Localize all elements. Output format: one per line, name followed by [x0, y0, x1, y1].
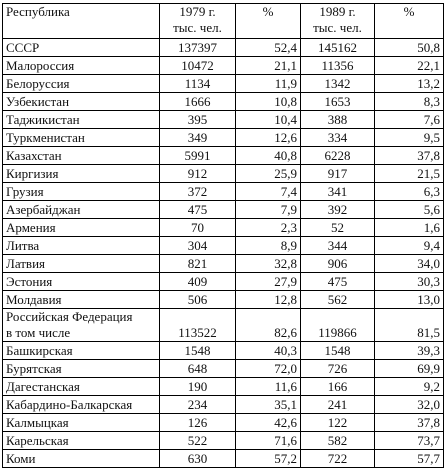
table-row [3, 165, 444, 183]
cell-1989: 145162 [301, 39, 375, 57]
cell-pct-1989: 8,3 [375, 93, 444, 111]
cell-pct-1979: 8,9 [236, 237, 301, 255]
cell-1979: 5991 [160, 147, 236, 165]
cell-1979: 70 [160, 219, 236, 237]
cell-pct-1989: 13,0 [375, 291, 444, 309]
table-row [3, 129, 444, 147]
cell-pct-1979: 25,9 [236, 165, 301, 183]
cell-name: Таджикистан [3, 111, 160, 129]
cell-1979: 395 [160, 111, 236, 129]
cell-pct-1989: 30,3 [375, 273, 444, 291]
cell-name: Латвия [3, 255, 160, 273]
cell-name: Дагестанская [3, 378, 160, 396]
cell-1979: 304 [160, 237, 236, 255]
cell-1989: 906 [301, 255, 375, 273]
cell-pct-1989: 7,6 [375, 111, 444, 129]
rsfsr-note: в том числе [6, 325, 71, 340]
cell-1989: 1653 [301, 93, 375, 111]
cell-pct-1979: 40,8 [236, 147, 301, 165]
cell-name: Литва [3, 237, 160, 255]
header-1989-unit: тыс. чел. [313, 20, 362, 35]
cell-1989: 475 [301, 273, 375, 291]
cell-pct-1979: 7,9 [236, 201, 301, 219]
table-row-rsfsr [3, 309, 444, 342]
cell-1979: 630 [160, 450, 236, 468]
cell-name: Узбекистан [3, 93, 160, 111]
cell-name: Малороссия [3, 57, 160, 75]
cell-pct-1989: 9,4 [375, 237, 444, 255]
table-body-asso [3, 342, 444, 468]
cell-name: Кабардино-Балкарская [3, 396, 160, 414]
cell-1979: 475 [160, 201, 236, 219]
cell-pct-1979: 10,4 [236, 111, 301, 129]
cell-pct-1979: 7,4 [236, 183, 301, 201]
cell-pct-1979: 27,9 [236, 273, 301, 291]
table-row [3, 432, 444, 450]
cell-1979: 1666 [160, 93, 236, 111]
cell-pct-1989: 73,7 [375, 432, 444, 450]
cell-pct-1979: 40,3 [236, 342, 301, 360]
cell-1989: 52 [301, 219, 375, 237]
cell-1989: 334 [301, 129, 375, 147]
header-region: Республика [3, 4, 160, 39]
cell-1979: 522 [160, 432, 236, 450]
cell-1989: 388 [301, 111, 375, 129]
cell-pct-1989: 69,9 [375, 360, 444, 378]
cell-pct-1989: 37,8 [375, 414, 444, 432]
population-table [2, 3, 444, 468]
cell-pct-1979: 57,2 [236, 450, 301, 468]
cell-pct-1989: 9,5 [375, 129, 444, 147]
cell-name: Грузия [3, 183, 160, 201]
table-row [3, 450, 444, 468]
cell-1989: 726 [301, 360, 375, 378]
table-row [3, 255, 444, 273]
cell-name: Карельская [3, 432, 160, 450]
cell-pct-1989: 5,6 [375, 201, 444, 219]
cell-1989: 122 [301, 414, 375, 432]
cell-name: Казахстан [3, 147, 160, 165]
cell-pct-1989: 13,2 [375, 75, 444, 93]
header-1989 [301, 4, 375, 39]
cell-pct-1979: 52,4 [236, 39, 301, 57]
cell-1979: 821 [160, 255, 236, 273]
table-row [3, 378, 444, 396]
cell-pct-1979: 82,6 [236, 309, 301, 342]
table-row [3, 93, 444, 111]
cell-1979: 1548 [160, 342, 236, 360]
cell-name: Киргизия [3, 165, 160, 183]
table-row [3, 342, 444, 360]
cell-pct-1979: 12,6 [236, 129, 301, 147]
cell-pct-1989: 9,2 [375, 378, 444, 396]
cell-pct-1979: 32,8 [236, 255, 301, 273]
cell-pct-1979: 10,8 [236, 93, 301, 111]
header-1979-unit: тыс. чел. [173, 20, 222, 35]
cell-pct-1979: 35,1 [236, 396, 301, 414]
cell-1989: 119866 [301, 309, 375, 342]
rsfsr-name: Российская Федерация [6, 309, 133, 324]
cell-pct-1989: 32,0 [375, 396, 444, 414]
table-row [3, 111, 444, 129]
table-row [3, 237, 444, 255]
cell-name: Калмыцкая [3, 414, 160, 432]
table-row [3, 360, 444, 378]
cell-1979: 648 [160, 360, 236, 378]
cell-1979: 506 [160, 291, 236, 309]
cell-pct-1979: 11,6 [236, 378, 301, 396]
cell-1989: 1548 [301, 342, 375, 360]
cell-1979: 409 [160, 273, 236, 291]
cell-pct-1979: 71,6 [236, 432, 301, 450]
cell-1989: 582 [301, 432, 375, 450]
cell-1989: 11356 [301, 57, 375, 75]
cell-name [3, 309, 160, 342]
cell-name: Белоруссия [3, 75, 160, 93]
cell-1989: 341 [301, 183, 375, 201]
header-1979-year: 1979 г. [179, 4, 216, 19]
table-row [3, 291, 444, 309]
cell-1989: 562 [301, 291, 375, 309]
table-row [3, 75, 444, 93]
table-row [3, 57, 444, 75]
cell-1989: 1342 [301, 75, 375, 93]
cell-pct-1989: 34,0 [375, 255, 444, 273]
cell-1989: 166 [301, 378, 375, 396]
table-row [3, 396, 444, 414]
table-row [3, 183, 444, 201]
cell-pct-1989: 21,5 [375, 165, 444, 183]
cell-pct-1989: 37,8 [375, 147, 444, 165]
cell-pct-1979: 12,8 [236, 291, 301, 309]
cell-name: Туркменистан [3, 129, 160, 147]
table-row [3, 147, 444, 165]
cell-1979: 349 [160, 129, 236, 147]
cell-pct-1989: 39,3 [375, 342, 444, 360]
header-1979 [160, 4, 236, 39]
cell-name: Азербайджан [3, 201, 160, 219]
cell-1979: 190 [160, 378, 236, 396]
cell-1979: 372 [160, 183, 236, 201]
cell-name: Армения [3, 219, 160, 237]
cell-pct-1989: 6,3 [375, 183, 444, 201]
table-row [3, 414, 444, 432]
cell-name: Молдавия [3, 291, 160, 309]
cell-pct-1979: 21,1 [236, 57, 301, 75]
cell-1979: 113522 [160, 309, 236, 342]
cell-1989: 344 [301, 237, 375, 255]
header-pct-1989: % [375, 4, 444, 39]
header-pct-1979: % [236, 4, 301, 39]
table-body-rsfsr [3, 309, 444, 342]
cell-1989: 392 [301, 201, 375, 219]
cell-pct-1979: 42,6 [236, 414, 301, 432]
header-1989-year: 1989 г. [319, 4, 356, 19]
table-body-republics [3, 39, 444, 309]
cell-1979: 1134 [160, 75, 236, 93]
cell-1989: 241 [301, 396, 375, 414]
cell-1979: 126 [160, 414, 236, 432]
table-row [3, 219, 444, 237]
cell-1979: 10472 [160, 57, 236, 75]
cell-pct-1989: 22,1 [375, 57, 444, 75]
cell-1989: 917 [301, 165, 375, 183]
cell-1979: 912 [160, 165, 236, 183]
cell-name: Коми [3, 450, 160, 468]
cell-pct-1989: 1,6 [375, 219, 444, 237]
table-row [3, 39, 444, 57]
cell-name: Башкирская [3, 342, 160, 360]
cell-1989: 6228 [301, 147, 375, 165]
cell-pct-1989: 57,7 [375, 450, 444, 468]
cell-name: Эстония [3, 273, 160, 291]
cell-pct-1979: 2,3 [236, 219, 301, 237]
cell-1989: 722 [301, 450, 375, 468]
table-header-row [3, 4, 444, 39]
cell-pct-1989: 50,8 [375, 39, 444, 57]
cell-pct-1979: 72,0 [236, 360, 301, 378]
cell-name: СССР [3, 39, 160, 57]
table-row [3, 273, 444, 291]
cell-1979: 137397 [160, 39, 236, 57]
cell-pct-1979: 11,9 [236, 75, 301, 93]
cell-pct-1989: 81,5 [375, 309, 444, 342]
cell-1979: 234 [160, 396, 236, 414]
cell-name: Бурятская [3, 360, 160, 378]
table-row [3, 201, 444, 219]
